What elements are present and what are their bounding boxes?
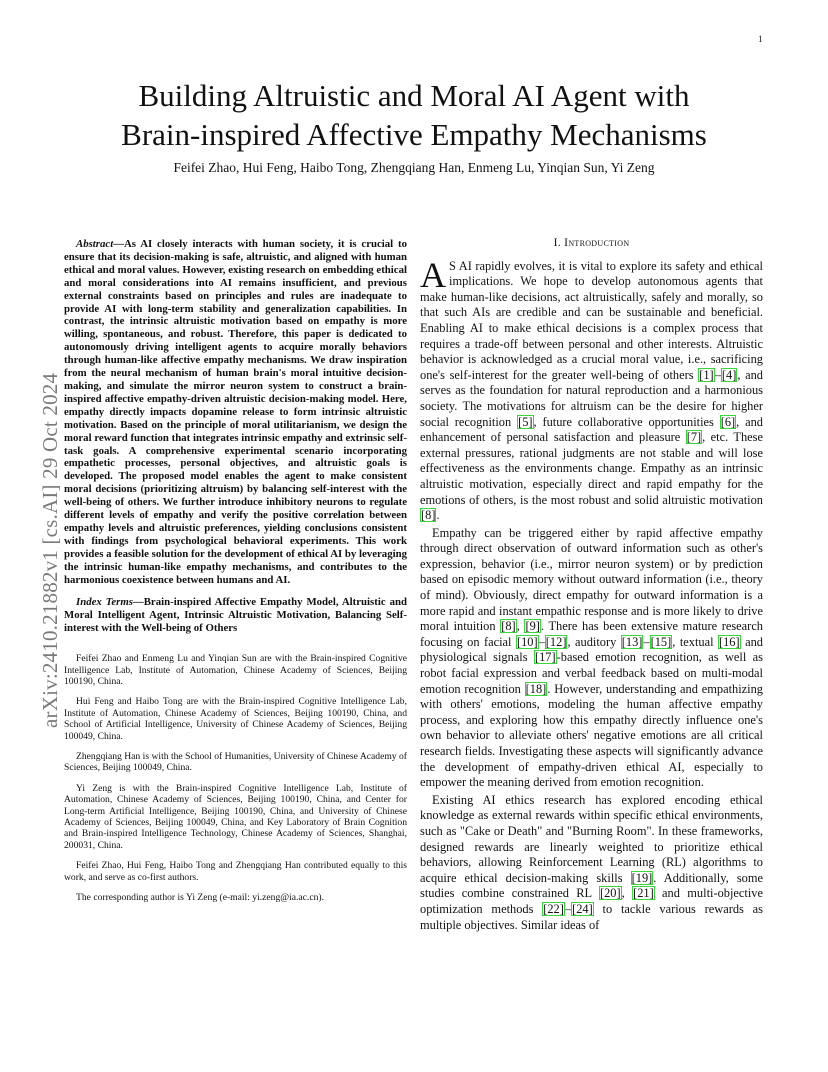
citation-link[interactable]: [20] <box>599 886 621 901</box>
index-terms-text: —Brain-inspired Affective Empathy Model, Altruistic and Moral Intelligent Agent, Intrinsic Altruistic Motivation, Balancing Self-interest with the Well-being of Others <box>64 596 407 635</box>
introduction-body <box>420 254 764 934</box>
text-run: , and enhancement of personal satisfaction and pleasure <box>420 414 764 445</box>
citation-link[interactable]: [7] <box>686 430 702 445</box>
abstract-lead: Abstract <box>76 238 114 250</box>
citation-link[interactable]: [6] <box>720 414 736 429</box>
text-run: . Additionally, some studies combine constrained RL <box>420 870 763 901</box>
footnote: Feifei Zhao and Enmeng Lu and Yinqian Sun are with the Brain-inspired Cognitive Intelligence Lab, Institute of Automation, Chinese Academy of Sciences, Beijing 100190, China. <box>64 653 407 687</box>
citation-link[interactable]: [4] <box>721 367 737 382</box>
page-number: 1 <box>758 34 763 44</box>
index-terms <box>64 596 407 635</box>
citation-link[interactable]: [13] <box>621 634 643 649</box>
footnote-corresponding-author: The corresponding author is Yi Zeng (e-mail: yi.zeng@ia.ac.cn). <box>76 892 324 904</box>
paragraph: Empathy can be triggered either by rapid affective empathy through direct observation of outward information such as other's expression, behavior (i.e., mirror neuron system) or by prediction based on episodic memory without outward information (i.e., theory of mind). Obviously, direct empathy for outward information is a more rapid and instant empathic response and is more likely to drive moral intuition [8], [9]. There has been extensive mature research focusing on facial [10]–[12], auditory [13]–[15], textual [16] and physiological signals [17]-based emotion recognition, as well as robot facial expression and verbal feedback based on multi-modal emotion recognition [18]. However, understanding and empathizing with others' emotions, modeling the human affective empathy process, and exploring how this empathy directly influence one's own behavior to alleviate others' negative emotions are all critical research fields. Investigating these aspects will significantly advance the development of empathy-driven ethical AI, especially to empower the meaning derived from emotion recognition. <box>420 525 764 790</box>
text-run: , etc. These external pressures, rational judgments are not stable and will lose effectiveness as the environments change. Empathy as an intrinsic altruistic motivation, especially direct and rapid empathy for the emotions of others, is the most robust and solid altruistic motivation <box>420 430 763 507</box>
title-line-1: Building Altruistic and Moral AI Agent with <box>138 78 690 113</box>
footnote: Feifei Zhao, Hui Feng, Haibo Tong and Zhengqiang Han contributed equally to this work, and serve as co-first authors. <box>64 860 407 883</box>
text-run: S AI rapidly evolves, it is vital to explore its safety and ethical implications. We hope to develop autonomous agents that make human-like decisions, act altruistically, safely and morally, so that such AIs are credible and can be sustainable and beneficial. Enabling AI to make ethical decisions is a complex process that requires a trade-off between personal and other interests. Altruistic behavior is acknowledged as a crucial moral value, i.e., sacrificing one's self-interest for the greater well-being of others <box>420 258 763 382</box>
author-list: Feifei Zhao, Hui Feng, Haibo Tong, Zhengqiang Han, Enmeng Lu, Yinqian Sun, Yi Zeng <box>173 160 655 175</box>
affiliation-footnotes <box>64 653 407 903</box>
paragraph: Existing AI ethics research has explored encoding ethical knowledge as external rewards within specific ethical environments, such as "Cake or Death" and "Burning Room". In these frameworks, designed rewards are linearly weighted to prioritize ethical behaviors, allowing Reinforcement Learning (RL) algorithms to acquire ethical decision-making skills [19]. Additionally, some studies combine constrained RL [20], [21] and multi-objective optimization methods [22]–[24] to tackle various rewards as multiple objectives. Similar ideas of <box>420 792 763 932</box>
citation-link[interactable]: [8] <box>421 508 436 523</box>
citation-link[interactable]: [10] <box>516 634 538 649</box>
text-run: Empathy can be triggered either by rapid affective empathy through direct observation of outward information such as other's expression, behavior (i.e., mirror neuron system) or by prediction based on episodic memory without outward information (i.e., theory of mind). Obviously, direct empathy for outward information is a more rapid and instant empathic response and is more likely to drive moral intuition <box>420 525 763 634</box>
left-column <box>64 238 407 913</box>
text-run: , future collaborative opportunities <box>533 414 720 429</box>
index-terms-lead: Index Terms <box>76 596 133 609</box>
citation-link[interactable]: [12] <box>545 634 567 649</box>
citation-link[interactable]: [9] <box>525 619 540 634</box>
paper-title <box>60 76 768 154</box>
section-heading <box>420 236 763 250</box>
arxiv-identifier: arXiv:2410.21882v1 [cs.AI] 29 Oct 2024 <box>38 372 62 728</box>
citation-link[interactable]: [1] <box>699 367 714 382</box>
abstract <box>64 238 407 586</box>
footnote: Hui Feng and Haibo Tong are with the Brain-inspired Cognitive Intelligence Lab, Institute of Automation, Chinese Academy of Sciences, Beijing 100190, China, and School of Artificial Intelligence, University of Chinese Academy of Sciences, Beijing 100049, China. <box>64 696 407 742</box>
footnote: Yi Zeng is with the Brain-inspired Cognitive Intelligence Lab, Institute of Automation, Chinese Academy of Sciences, Beijing 100190, China, and Center for Long-term Artificial Intelligence, Beijing 100190, China, and University of Chinese Academy of Sciences, Beijing 100049, China, and Key Laboratory of Brain Cognition and Brain-inspired Intelligence Technology, Chinese Academy of Sciences, Shanghai, 200031, China. <box>64 782 407 851</box>
citation-link[interactable]: [16] <box>718 634 740 649</box>
text-run: , textual <box>672 634 718 649</box>
abstract-text: —As AI closely interacts with human society, it is crucial to ensure that its decision-making is safe, altruistic, and aligned with human ethical and moral values. However, existing research on embedding ethical and moral considerations into AI remains insufficient, and previous external constraints based on principles and rules are inadequate to provide AI with long-term stability and generalization capabilities. In contrast, the intrinsic altruistic motivation based on empathy is more willing, spontaneous, and robust. Therefore, this paper is dedicated to autonomously driving intelligent agents to acquire morally behaviors through human-like affective empathy mechanisms. We draw inspiration from the neural mechanism of human brain's moral intuitive decision-making, and simulate the mirror neuron system to construct a brain-inspired affective empathy-driven altruistic decision-making model. Here, empathy directly impacts dopamine release to form intrinsic altruistic motivation. Based on the principle of moral utilitarianism, we design the moral reward function that integrates intrinsic empathy and extrinsic self-task goals. A comprehensive experimental scenario incorporating empathetic processes, personal objectives, and altruistic goals is developed. The proposed model enables the agent to make consistent moral decisions (prioritizing altruism) by balancing self-interest with the well-being of others. We further introduce inhibitory neurons to regulate different levels of empathy and verify the positive correlation between empathy levels and altruistic preferences, yielding conclusions consistent with findings from psychological behavioral experiments. This work provides a feasible solution for the development of ethical AI by leveraging the intrinsic human-like empathy mechanisms, and contributes to the harmonious coexistence between humans and AI. <box>64 238 407 586</box>
title-line-2: Brain-inspired Affective Empathy Mechanisms <box>121 117 707 152</box>
text-run: , and serves as the foundation for natural reproduction and a harmonious society. The motivations for altruism can be the desire for higher social recognition <box>420 367 763 429</box>
text-run: . There has been extensive mature research focusing on facial <box>420 619 764 649</box>
citation-link[interactable]: [24] <box>572 901 593 916</box>
citation-link[interactable]: [8] <box>501 619 516 634</box>
citation-link[interactable]: [21] <box>633 886 654 901</box>
text-run: and physiological signals <box>420 634 763 665</box>
citation-link[interactable]: [22] <box>543 901 564 916</box>
section-title: Introduction <box>564 236 630 249</box>
paragraph: A S AI rapidly evolves, it is vital to explore its safety and ethical implications. We hope to develop autonomous agents that make human-like decisions, act altruistically, safely and morally, so that such AIs are credible and can be sustainable and beneficial. Enabling AI to make ethical decisions is a complex process that requires a trade-off between personal and other interests. Altruistic behavior is acknowledged as a crucial moral value, i.e., sacrificing one's self-interest for the greater well-being of others [1]–[4], and serves as the foundation for natural reproduction and a harmonious society. The motivations for altruism can be the desire for higher social recognition [5], future collaborative opportunities [6], and enhancement of personal satisfaction and pleasure [7], etc. These external pressures, rational judgments are not stable and will lose effectiveness as the environments change. Empathy as an intrinsic altruistic motivation, especially direct and rapid empathy for the emotions of others, is the most robust and solid altruistic motivation [8]. <box>420 254 764 523</box>
section-number: I. <box>553 236 565 249</box>
citation-link[interactable]: [5] <box>518 414 533 429</box>
footnote: Zhengqiang Han is with the School of Humanities, University of Chinese Academy of Sciences, Beijing 100049, China. <box>64 751 407 774</box>
text-run: and multi-objective optimization methods <box>420 886 763 916</box>
citation-link[interactable]: [15] <box>650 634 672 649</box>
text-run: . However, understanding and empathizing with others' emotions, modeling the human affective empathy process, and exploring how this empathy directly influence one's own behavior to alleviate others' negative emotions are all critical research fields. Investigating these aspects will significantly advance the development of empathy-driven ethical AI, especially to empower the meaning derived from emotion recognition. <box>420 681 763 790</box>
text-run: Existing AI ethics research has explored encoding ethical knowledge as external rewards within specific ethical environments, such as "Cake or Death" and "Burning Room". In these frameworks, designed rewards are linearly weighted to prioritize ethical behaviors, allowing Reinforcement Learning (RL) algorithms to acquire ethical decision-making skills <box>420 792 763 885</box>
drop-cap: A <box>420 254 446 295</box>
citation-link[interactable]: [18] <box>525 681 547 696</box>
text-run: , auditory <box>567 634 621 649</box>
text-run: to tackle various rewards as multiple objectives. Similar ideas of <box>420 901 763 932</box>
text-run: . <box>436 508 440 523</box>
text-run: , <box>621 886 633 901</box>
text-run: -based emotion recognition, as well as robot facial expression and verbal feedback based on multi-modal emotion recognition <box>420 650 764 696</box>
right-column <box>420 236 763 935</box>
citation-link[interactable]: [17] <box>534 650 556 665</box>
citation-link[interactable]: [19] <box>631 870 653 885</box>
